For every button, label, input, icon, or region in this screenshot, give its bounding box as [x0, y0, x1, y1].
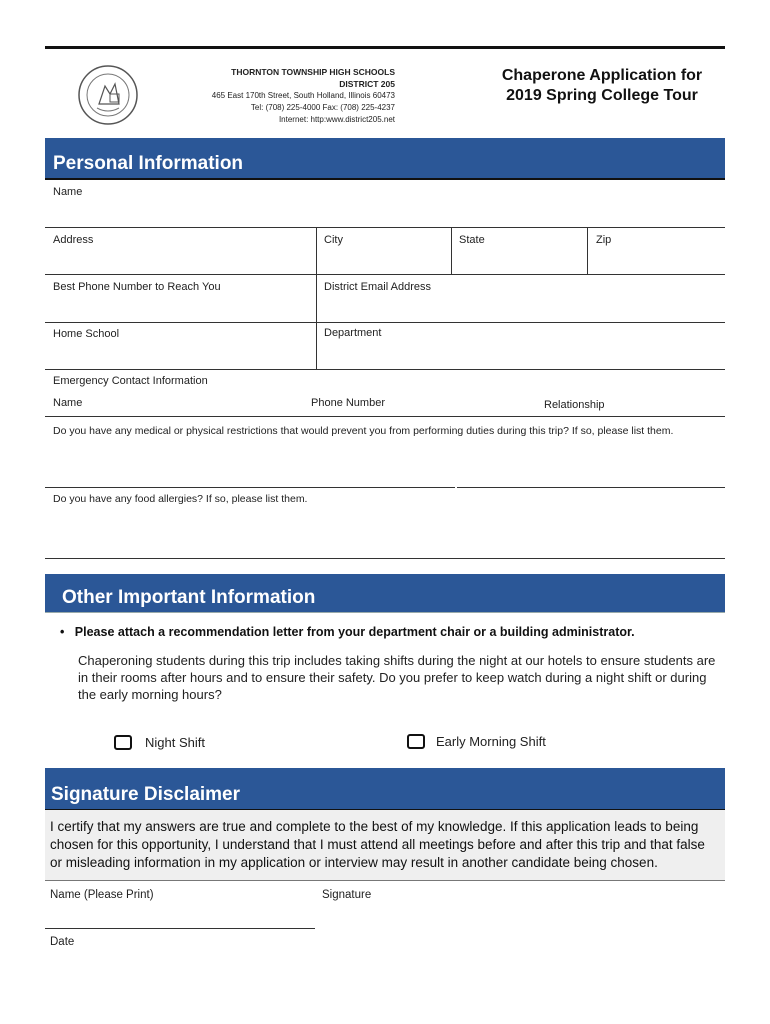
recommendation-note — [60, 625, 635, 639]
early-morning-shift-label: Early Morning Shift — [436, 734, 546, 749]
col-divider — [316, 228, 317, 274]
home-school-label: Home School — [53, 328, 120, 340]
bullet-icon: • — [60, 625, 75, 639]
row-divider — [45, 558, 725, 559]
row-divider — [45, 928, 315, 929]
zip-field[interactable] — [589, 246, 723, 273]
medical-answer-field[interactable] — [45, 440, 725, 484]
signature-field[interactable] — [318, 902, 723, 926]
section-title: Personal Information — [53, 153, 244, 174]
col-divider — [587, 228, 588, 274]
section-rule — [45, 178, 725, 180]
city-label: City — [324, 234, 343, 246]
row-divider — [45, 416, 725, 417]
phone-field[interactable] — [45, 293, 315, 321]
recommendation-text: Please attach a recommendation letter from your department chair or a building administrator. — [74, 625, 635, 639]
home-school-field[interactable] — [45, 340, 315, 368]
district-address: 465 East 170th Street, South Holland, Illinois 60473 — [211, 91, 395, 100]
state-field[interactable] — [453, 246, 585, 273]
top-rule — [45, 46, 725, 49]
district-seal-icon — [77, 64, 139, 126]
night-shift-checkbox[interactable] — [114, 735, 132, 750]
allergy-question: Do you have any food allergies? If so, please list them. — [53, 493, 308, 505]
other-information-heading — [45, 574, 725, 612]
row-divider — [45, 227, 725, 228]
district-name: THORNTON TOWNSHIP HIGH SCHOOLS DISTRICT 205 — [231, 67, 395, 89]
emergency-phone-label: Phone Number — [311, 397, 385, 409]
email-label: District Email Address — [324, 281, 431, 293]
shift-question: Chaperoning students during this trip includes taking shifts during the night at our hotels to ensure students are in their rooms after hours and to ensure their safety. Do you prefer to keep watch during a night shift or during the early morning hours? — [78, 653, 716, 702]
name-field[interactable] — [45, 198, 725, 226]
city-field[interactable] — [317, 246, 450, 273]
letterhead — [200, 66, 395, 126]
row-divider — [45, 487, 455, 488]
department-field[interactable] — [317, 340, 723, 368]
row-divider — [457, 487, 725, 488]
address-label: Address — [53, 234, 94, 246]
row-divider — [45, 322, 725, 323]
department-label: Department — [324, 327, 382, 339]
emergency-contact-label: Emergency Contact Information — [53, 375, 208, 387]
district-website: Internet: http:www.district205.net — [278, 115, 395, 124]
name-print-field[interactable] — [45, 902, 313, 926]
col-divider — [316, 275, 317, 322]
personal-information-heading — [45, 138, 725, 178]
date-label: Date — [50, 936, 75, 948]
date-field[interactable] — [45, 950, 313, 974]
early-morning-shift-checkbox[interactable] — [407, 734, 425, 749]
name-print-label: Name (Please Print) — [50, 889, 154, 901]
row-divider — [45, 274, 725, 275]
medical-question: Do you have any medical or physical restrictions that would prevent you from performing duties during this trip? If so, please list them. — [53, 425, 674, 437]
col-divider — [316, 323, 317, 369]
address-field[interactable] — [45, 246, 315, 273]
disclaimer-text: I certify that my answers are true and complete to the best of my knowledge. If this application leads to being chosen for this opportunity, I understand that I must attend all meetings before and after this trip and that false or misleading information in my application or interview may result in another candidate being chosen. — [50, 819, 705, 870]
state-label: State — [459, 234, 485, 246]
title-line-2: 2019 Spring College Tour — [506, 87, 698, 104]
allergy-answer-field[interactable] — [45, 508, 725, 554]
section-title: Signature Disclaimer — [51, 784, 241, 805]
phone-label: Best Phone Number to Reach You — [53, 281, 221, 293]
section-title: Other Important Information — [62, 587, 316, 608]
district-phone-fax: Tel: (708) 225-4000 Fax: (708) 225-4237 — [250, 103, 395, 112]
title-line-1: Chaperone Application for — [501, 67, 703, 84]
emergency-name-label: Name — [53, 397, 83, 409]
col-divider — [451, 228, 452, 274]
zip-label: Zip — [596, 234, 612, 246]
section-rule — [45, 612, 725, 613]
name-label: Name — [53, 186, 83, 198]
night-shift-label: Night Shift — [145, 735, 205, 750]
document-title — [488, 66, 716, 106]
row-divider — [45, 880, 725, 881]
signature-label: Signature — [322, 889, 372, 901]
emergency-relationship-label: Relationship — [544, 399, 605, 411]
email-field[interactable] — [317, 293, 723, 321]
row-divider — [45, 369, 725, 370]
signature-disclaimer-heading — [45, 768, 725, 809]
